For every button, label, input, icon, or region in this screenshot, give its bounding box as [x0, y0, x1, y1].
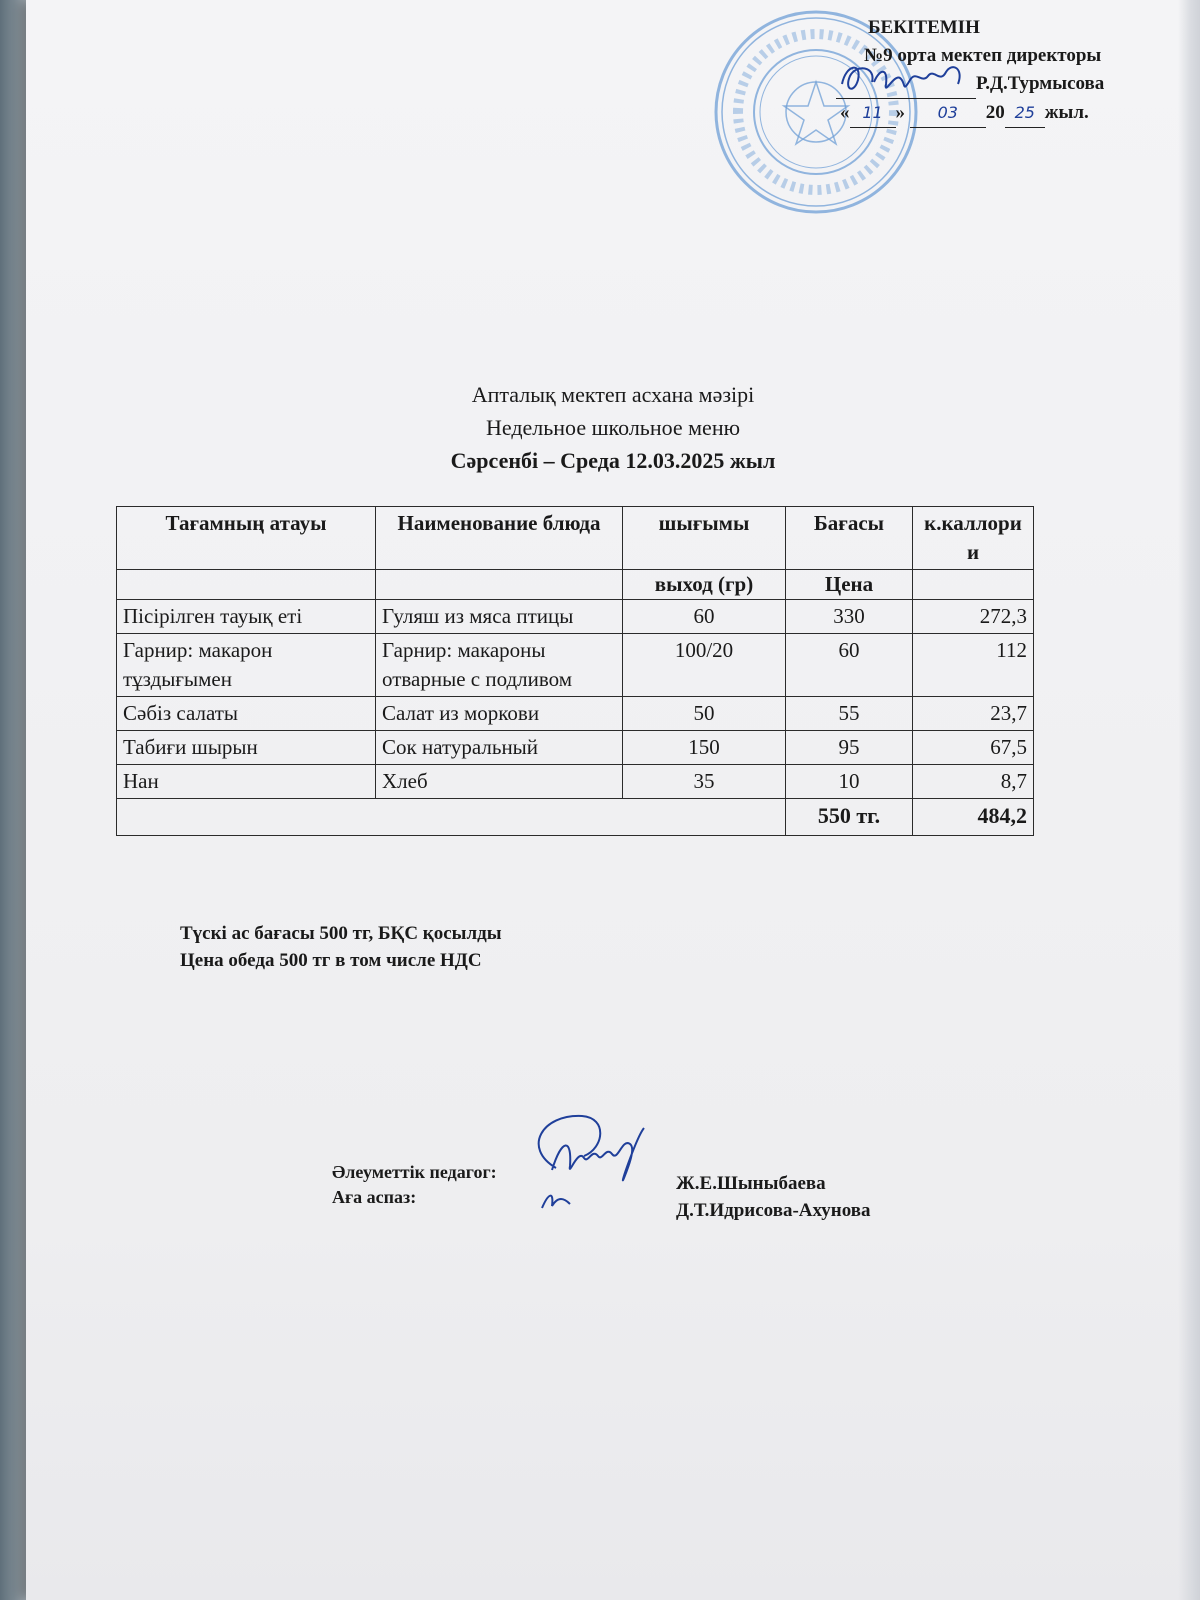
dish-name-kz: Нан [117, 765, 376, 799]
total-price: 550 тг. [786, 799, 913, 836]
dish-price: 60 [786, 634, 913, 697]
paper-edge [1178, 0, 1200, 1600]
dish-kcal: 112 [913, 634, 1034, 697]
subheader-yield: выход (гр) [623, 570, 786, 600]
approval-year-suffix: 25 [1005, 99, 1045, 128]
dish-name-ru: Хлеб [376, 765, 623, 799]
quote-open: « [840, 102, 850, 123]
menu-table [116, 506, 1034, 836]
approval-day: 11 [850, 99, 896, 128]
name-head-cook: Д.Т.Идрисова-Ахунова [676, 1200, 871, 1221]
dish-yield: 60 [623, 600, 786, 634]
table-row [117, 634, 1034, 697]
dish-yield: 50 [623, 697, 786, 731]
dish-yield: 150 [623, 731, 786, 765]
table-row [117, 731, 1034, 765]
approval-month: 03 [910, 99, 986, 128]
dish-name-kz: Табиғи шырын [117, 731, 376, 765]
year-prefix: 20 [985, 102, 1005, 123]
total-label-cell [117, 799, 786, 836]
quote-close: » [895, 102, 905, 123]
subheader-empty-2 [376, 570, 623, 600]
name-social-pedagogue: Ж.Е.Шыныбаева [676, 1173, 826, 1194]
approval-block [826, 14, 1166, 128]
header-price: Бағасы [786, 507, 913, 570]
approval-title: БЕКІТЕМІН [868, 17, 980, 38]
dish-price: 10 [786, 765, 913, 799]
dish-name-kz: Гарнир: макарон тұздығымен [117, 634, 376, 697]
dish-name-ru: Салат из моркови [376, 697, 623, 731]
dish-kcal: 8,7 [913, 765, 1034, 799]
total-kcal: 484,2 [913, 799, 1034, 836]
document-sheet [26, 0, 1200, 1600]
table-row [117, 765, 1034, 799]
menu-titles [26, 378, 1200, 477]
approval-director-line [826, 70, 1166, 99]
dish-kcal: 67,5 [913, 731, 1034, 765]
approval-position: №9 орта мектеп директоры [864, 45, 1102, 66]
subheader-empty-1 [117, 570, 376, 600]
director-name: Р.Д.Турмысова [976, 73, 1105, 94]
title-kz: Апталық мектеп асхана мәзірі [471, 382, 755, 407]
dish-name-ru: Гуляш из мяса птицы [376, 600, 623, 634]
director-signature-line [836, 70, 976, 99]
dish-name-ru: Сок натуральный [376, 731, 623, 765]
dish-yield: 100/20 [623, 634, 786, 697]
approval-date-line [826, 99, 1166, 128]
dish-name-ru: Гарнир: макароны отварные с подливом [376, 634, 623, 697]
dish-kcal: 23,7 [913, 697, 1034, 731]
table-subheader-row [117, 570, 1034, 600]
dish-name-kz: Сәбіз салаты [117, 697, 376, 731]
day-line: Сәрсенбі – Среда 12.03.2025 жыл [450, 448, 776, 473]
staff-names [676, 1170, 871, 1224]
table-row [117, 697, 1034, 731]
dish-price: 95 [786, 731, 913, 765]
title-ru: Недельное школьное меню [485, 415, 741, 440]
table-header-row [117, 507, 1034, 570]
note-kz: Түскі ас бағасы 500 тг, БҚС қосылды [180, 923, 502, 944]
dish-price: 330 [786, 600, 913, 634]
header-name-ru: Наименование блюда [376, 507, 623, 570]
header-kcal: к.каллории [913, 507, 1034, 570]
header-name-kz: Тағамның атауы [117, 507, 376, 570]
role-social-pedagogue: Әлеуметтік педагог: [332, 1162, 497, 1182]
table-row [117, 600, 1034, 634]
dish-name-kz: Пісірілген тауық еті [117, 600, 376, 634]
staff-roles [332, 1160, 497, 1210]
table-total-row [117, 799, 1034, 836]
staff-signature-icon [512, 1108, 662, 1218]
subheader-empty-5 [913, 570, 1034, 600]
subheader-price: Цена [786, 570, 913, 600]
price-notes [180, 920, 502, 974]
role-head-cook: Аға аспаз: [332, 1187, 417, 1207]
header-yield: шығымы [623, 507, 786, 570]
dish-price: 55 [786, 697, 913, 731]
note-ru: Цена обеда 500 тг в том числе НДС [180, 950, 482, 971]
dish-yield: 35 [623, 765, 786, 799]
dish-kcal: 272,3 [913, 600, 1034, 634]
year-word: жыл. [1044, 102, 1089, 123]
